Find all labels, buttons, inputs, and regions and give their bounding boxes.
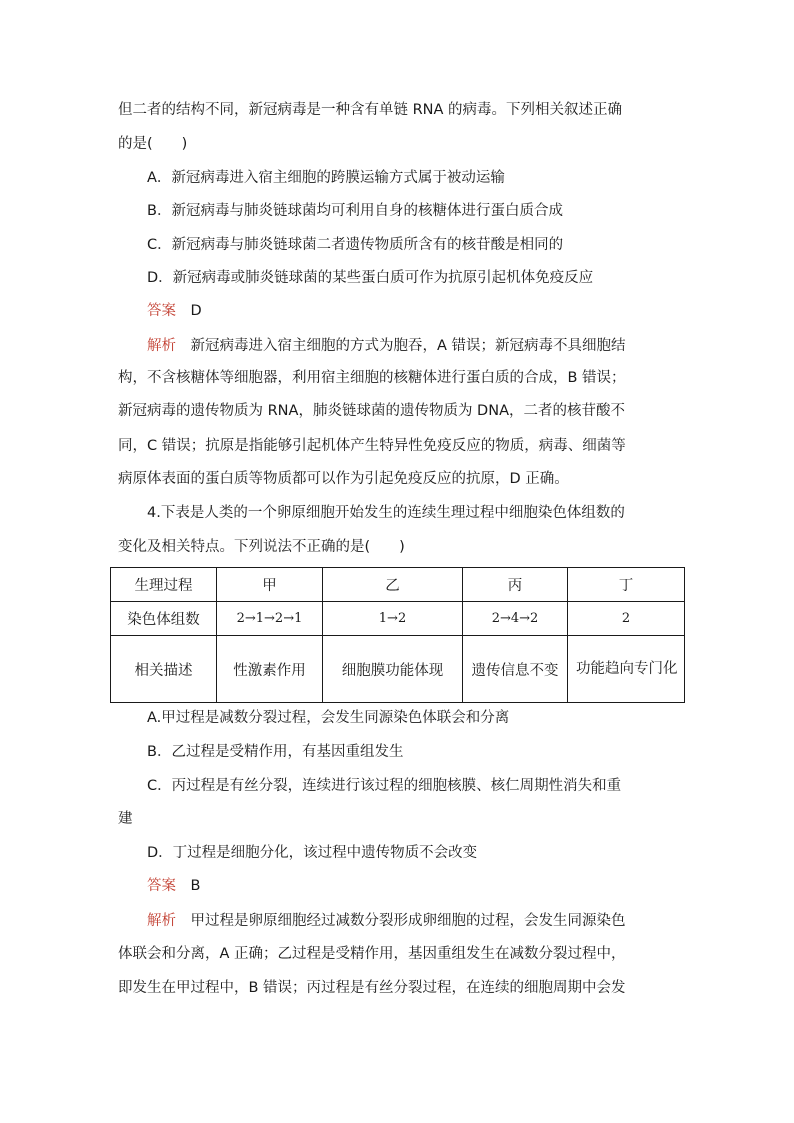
q3-analysis-line-3: 新冠病毒的遗传物质为 RNA，肺炎链球菌的遗传物质为 DNA，二者的核苷酸不	[118, 403, 625, 419]
table-cell: 遗传信息不变	[463, 636, 568, 703]
answer-label: 答案	[147, 878, 176, 894]
table-row	[111, 636, 685, 703]
q3-stem-line-2: 的是( )	[118, 136, 188, 152]
table-header-row	[111, 568, 685, 602]
q4-option-c: C．丙过程是有丝分裂，连续进行该过程的细胞核膜、核仁周期性消失和重	[147, 778, 622, 794]
q3-analysis-line-5: 病原体表面的蛋白质等物质都可以作为引起免疫反应的抗原，D 正确。	[118, 471, 569, 487]
q3-option-c: C．新冠病毒与肺炎链球菌二者遗传物质所含有的核苷酸是相同的	[147, 237, 564, 253]
table-cell: 乙	[323, 568, 463, 602]
q4-answer	[147, 876, 200, 896]
q3-option-b: B．新冠病毒与肺炎链球菌均可利用自身的核糖体进行蛋白质合成	[147, 203, 563, 219]
q3-option-a: A．新冠病毒进入宿主细胞的跨膜运输方式属于被动运输	[147, 170, 505, 186]
q3-analysis-line-1	[147, 336, 626, 356]
q4-option-a: A.甲过程是减数分裂过程，会发生同源染色体联会和分离	[147, 710, 510, 726]
table-cell: 2→1→2→1	[217, 602, 323, 636]
table-cell: 染色体组数	[111, 602, 217, 636]
answer-value: B	[190, 878, 201, 894]
q4-analysis-line-1	[147, 911, 626, 931]
table-cell: 生理过程	[111, 568, 217, 602]
table-cell: 功能趋向专门化	[568, 636, 685, 703]
table-cell: 1→2	[323, 602, 463, 636]
q4-option-b: B．乙过程是受精作用，有基因重组发生	[147, 744, 404, 760]
process-table	[110, 567, 685, 703]
table-cell: 细胞膜功能体现	[323, 636, 463, 703]
table-cell: 甲	[217, 568, 323, 602]
table-cell: 2→4→2	[463, 602, 568, 636]
q4-option-c-cont: 建	[118, 811, 133, 827]
q4-option-d: D．丁过程是细胞分化，该过程中遗传物质不会改变	[147, 845, 478, 861]
q4-analysis-line-3: 即发生在甲过程中，B 错误；丙过程是有丝分裂过程，在连续的细胞周期中会发	[118, 980, 626, 996]
table-cell: 丁	[568, 568, 685, 602]
answer-label: 答案	[147, 303, 176, 319]
table-row	[111, 602, 685, 636]
q4-stem-line-1: 4.下表是人类的一个卵原细胞开始发生的连续生理过程中细胞染色体组数的	[147, 505, 625, 521]
analysis-text: 新冠病毒进入宿主细胞的方式为胞吞，A 错误；新冠病毒不具细胞结	[190, 338, 626, 354]
q3-analysis-line-4: 同，C 错误；抗原是指能够引起机体产生特异性免疫反应的物质，病毒、细菌等	[118, 438, 626, 454]
q4-stem-line-2: 变化及相关特点。下列说法不正确的是( )	[118, 539, 405, 555]
table-cell: 2	[568, 602, 685, 636]
table-cell: 性激素作用	[217, 636, 323, 703]
table-cell: 丙	[463, 568, 568, 602]
q4-analysis-line-2: 体联会和分离，A 正确；乙过程是受精作用，基因重组发生在减数分裂过程中，	[118, 946, 626, 962]
analysis-label: 解析	[147, 913, 176, 929]
analysis-text: 甲过程是卵原细胞经过减数分裂形成卵细胞的过程，会发生同源染色	[190, 913, 626, 929]
q3-answer	[147, 301, 202, 321]
answer-value: D	[190, 303, 202, 319]
q3-analysis-line-2: 构，不含核糖体等细胞器，利用宿主细胞的核糖体进行蛋白质的合成，B 错误；	[118, 370, 626, 386]
q3-option-d: D．新冠病毒或肺炎链球菌的某些蛋白质可作为抗原引起机体免疫反应	[147, 270, 594, 286]
q3-stem-line-1: 但二者的结构不同，新冠病毒是一种含有单链 RNA 的病毒。下列相关叙述正确	[118, 102, 623, 118]
table-cell: 相关描述	[111, 636, 217, 703]
analysis-label: 解析	[147, 338, 176, 354]
